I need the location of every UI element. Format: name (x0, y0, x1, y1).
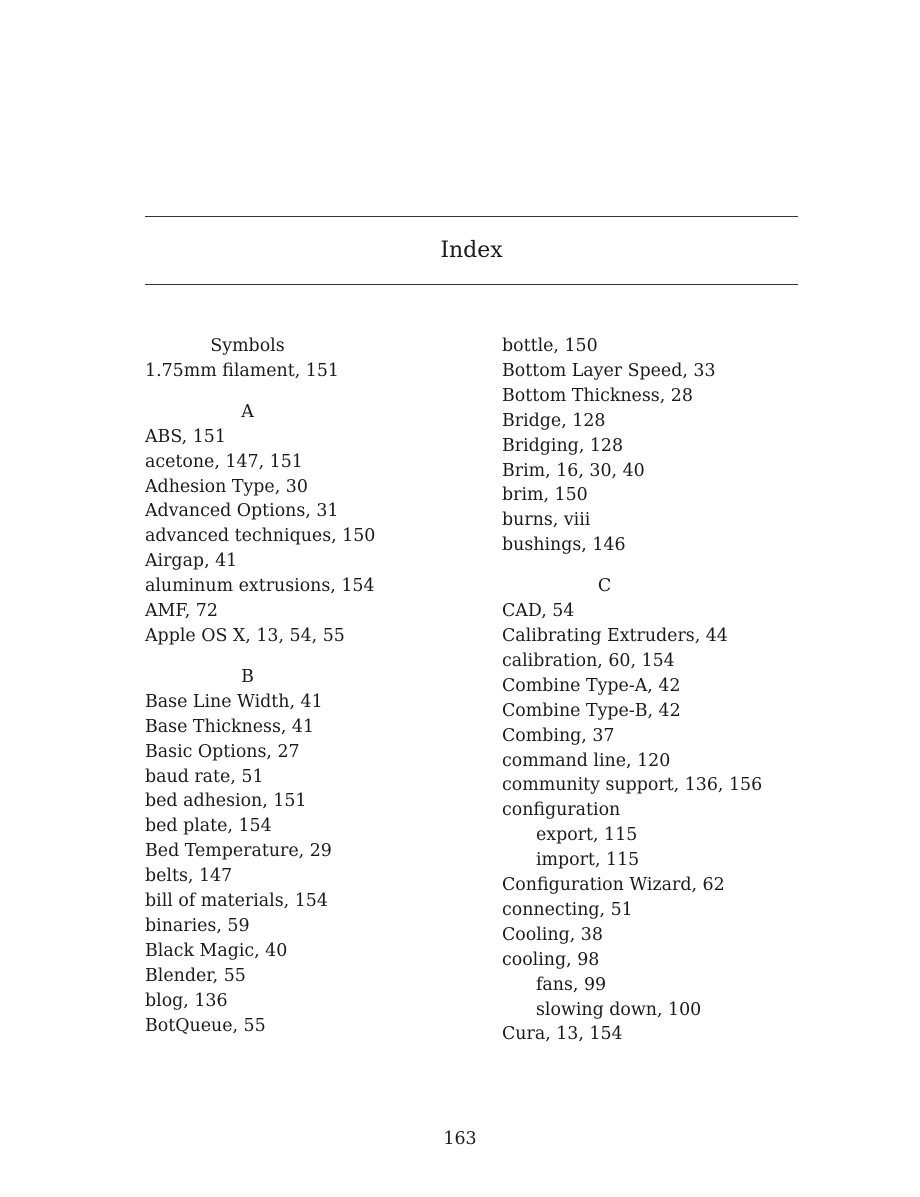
index-entry: Combing, 37 (502, 725, 615, 746)
index-entry: advanced techniques, 150 (145, 526, 376, 547)
section-heading: B (241, 666, 254, 687)
section-heading: C (597, 576, 612, 597)
index-entry: Adhesion Type, 30 (145, 476, 308, 497)
index-entry: Combine Type-B, 42 (502, 700, 681, 721)
index-entry: bed adhesion, 151 (145, 791, 307, 812)
index-subentry: export, 115 (536, 825, 638, 846)
index-entry: Configuration Wizard, 62 (502, 875, 725, 896)
index-entry: cooling, 98 (502, 949, 600, 970)
index-entry: Basic Options, 27 (145, 741, 300, 762)
index-entry: belts, 147 (145, 866, 233, 887)
index-section (145, 400, 475, 649)
page-title: Index (440, 238, 503, 263)
index-entry: Base Line Width, 41 (145, 691, 323, 712)
bottom-rule (145, 284, 798, 285)
index-entry: blog, 136 (145, 990, 228, 1011)
index-entry: community support, 136, 156 (502, 775, 763, 796)
index-subentry: fans, 99 (536, 974, 607, 995)
index-subentry: import, 115 (536, 850, 640, 871)
index-entry: Airgap, 41 (145, 551, 238, 572)
index-entry: burns, viii (502, 510, 591, 531)
index-entry: Bottom Thickness, 28 (502, 385, 693, 406)
index-section (502, 334, 832, 558)
index-entry: Bridge, 128 (502, 410, 606, 431)
index-entry: 1.75mm filament, 151 (145, 360, 339, 381)
top-rule (145, 216, 798, 217)
index-entry: Bottom Layer Speed, 33 (502, 360, 716, 381)
index-subentry: slowing down, 100 (536, 999, 702, 1020)
index-entry: Bed Temperature, 29 (145, 841, 332, 862)
index-entry: command line, 120 (502, 750, 671, 771)
index-section (502, 574, 832, 1047)
index-entry: connecting, 51 (502, 899, 633, 920)
index-entry: bottle, 150 (502, 336, 598, 356)
section-heading: A (241, 401, 254, 422)
index-column-left (145, 334, 475, 1038)
index-entry: Calibrating Extruders, 44 (502, 625, 728, 646)
index-section (145, 665, 475, 1039)
index-entry: AMF, 72 (145, 601, 218, 622)
index-entry: bill of materials, 154 (145, 891, 328, 912)
index-entry: Combine Type-A, 42 (502, 675, 681, 696)
index-entry: configuration (502, 800, 621, 821)
index-entry: bushings, 146 (502, 535, 626, 556)
index-entry: Bridging, 128 (502, 435, 624, 456)
index-entry: calibration, 60, 154 (502, 650, 675, 671)
index-entry: Cooling, 38 (502, 924, 603, 945)
index-entry: Brim, 16, 30, 40 (502, 460, 645, 481)
index-entry: Base Thickness, 41 (145, 716, 315, 737)
index-entry: ABS, 151 (145, 426, 226, 447)
index-entry: CAD, 54 (502, 601, 575, 622)
index-entry: aluminum extrusions, 154 (145, 576, 375, 597)
index-entry: bed plate, 154 (145, 816, 272, 837)
index-section (145, 334, 475, 384)
index-entry: Black Magic, 40 (145, 940, 288, 961)
index-entry: BotQueue, 55 (145, 1015, 266, 1036)
index-entry: Blender, 55 (145, 965, 246, 986)
section-heading: Symbols (210, 336, 285, 356)
index-entry: Advanced Options, 31 (145, 501, 339, 522)
index-entry: Cura, 13, 154 (502, 1024, 623, 1045)
index-entry: brim, 150 (502, 485, 588, 506)
index-entry: binaries, 59 (145, 915, 250, 936)
index-column-right (502, 334, 832, 1047)
index-entry: Apple OS X, 13, 54, 55 (145, 625, 345, 646)
page-number: 163 (443, 1129, 477, 1149)
index-entry: acetone, 147, 151 (145, 451, 303, 472)
index-entry: baud rate, 51 (145, 766, 264, 787)
